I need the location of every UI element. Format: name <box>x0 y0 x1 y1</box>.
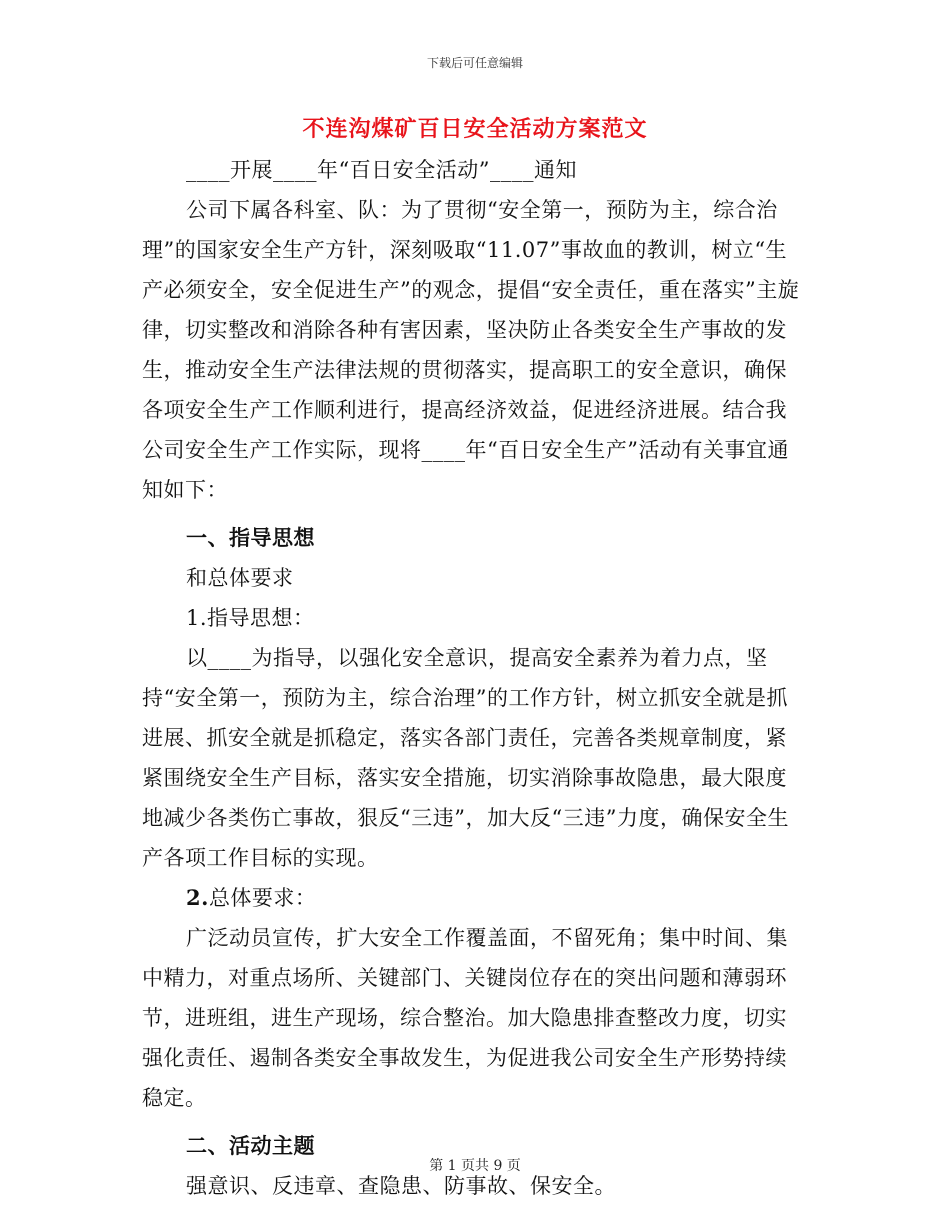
section-2-paragraph: 强意识、反违章、查隐患、防事故、保安全。 <box>186 1174 616 1198</box>
header-note: 下载后可任意编辑 <box>426 56 523 70</box>
document-title: 不连沟煤矿百日安全活动方案范文 <box>302 116 648 142</box>
section-2-heading: 二、活动主题 <box>186 1133 315 1158</box>
document-body <box>142 150 808 1206</box>
item-2-number: 2. <box>186 885 209 910</box>
item-2-paragraph: 广泛动员宣传，扩大安全工作覆盖面，不留死角；集中时间、集中精力，对重点场所、关键部门、关键岗位存在的突出问题和薄弱环节，进班组，进生产现场，综合整治。加大隐患排查整改力度，切实强化责任、遏制各类安全事故发生，为促进我公司安全生产形势持续稳定。 <box>142 926 788 1110</box>
section-1-subheading: 和总体要求 <box>186 566 294 590</box>
notice-subtitle: ____开展____年“百日安全活动”____通知 <box>186 158 577 182</box>
intro-paragraph: 公司下属各科室、队：为了贯彻“安全第一，预防为主，综合治理”的国家安全生产方针，深刻吸取“11.07”事故血的教训，树立“生产必须安全，安全促进生产”的观念，提倡“安全责任，重在落实”主旋律，切实整改和消除各种有害因素，坚决防止各类安全生产事故的发生，推动安全生产法律法规的贯彻落实，提高职工的安全意识，确保各项安全生产工作顺利进行，提高经济效益，促进经济进展。结合我公司安全生产工作实际，现将____年“百日安全生产”活动有关事宜通知如下： <box>142 198 800 502</box>
item-2-heading-text: 总体要求： <box>208 886 317 910</box>
item-1-heading: 1.指导思想： <box>186 606 315 630</box>
page-number: 第 1 页共 9 页 <box>429 1158 521 1174</box>
item-2-heading <box>142 878 808 918</box>
item-1-paragraph: 以____为指导，以强化安全意识，提高安全素养为着力点，坚持“安全第一，预防为主，综合治理”的工作方针，树立抓安全就是抓进展、抓安全就是抓稳定，落实各部门责任，完善各类规章制度，紧紧围绕安全生产目标，落实安全措施，切实消除事故隐患，最大限度地减少各类伤亡事故，狠反“三违”，加大反“三违”力度，确保安全生产各项工作目标的实现。 <box>142 646 789 870</box>
section-1-heading: 一、指导思想 <box>186 525 315 550</box>
